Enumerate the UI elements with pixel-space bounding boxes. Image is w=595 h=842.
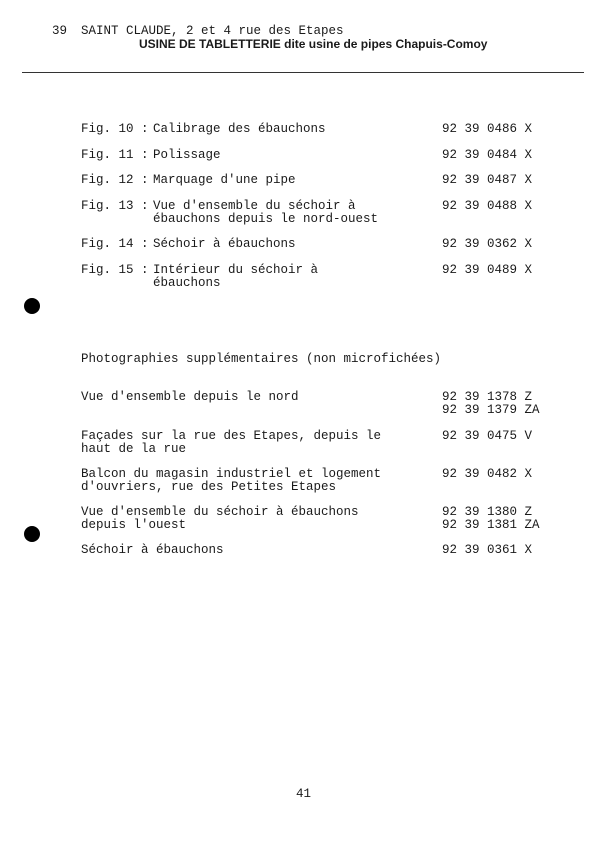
- figure-number: Fig. 14 :: [81, 237, 149, 251]
- header-title: USINE DE TABLETTERIE dite usine de pipes Chapuis-Comoy: [139, 37, 488, 51]
- photo-caption-continued: haut de la rue: [81, 442, 187, 456]
- figure-number: Fig. 15 :: [81, 263, 149, 277]
- photo-caption: Vue d'ensemble du séchoir à ébauchons: [81, 505, 359, 519]
- photo-reference: 92 39 0361 X: [442, 543, 533, 557]
- photo-reference: 92 39 0482 X: [442, 467, 533, 481]
- figure-reference: 92 39 0487 X: [442, 173, 533, 187]
- figure-caption: Séchoir à ébauchons: [153, 237, 296, 251]
- figure-caption: Polissage: [153, 148, 221, 162]
- figure-reference: 92 39 0489 X: [442, 263, 533, 277]
- photo-caption-continued: depuis l'ouest: [81, 518, 187, 532]
- figure-reference: 92 39 0484 X: [442, 148, 533, 162]
- figure-caption: Intérieur du séchoir à: [153, 263, 319, 277]
- photo-caption: Balcon du magasin industriel et logement: [81, 467, 382, 481]
- photo-caption: Façades sur la rue des Etapes, depuis le: [81, 429, 382, 443]
- figure-caption: Calibrage des ébauchons: [153, 122, 326, 136]
- figure-number: Fig. 12 :: [81, 173, 149, 187]
- photo-reference: 92 39 1380 Z: [442, 505, 533, 519]
- figure-reference: 92 39 0362 X: [442, 237, 533, 251]
- punch-hole-dot: [24, 526, 40, 542]
- figure-caption-continued: ébauchons: [153, 276, 221, 290]
- figure-caption: Marquage d'une pipe: [153, 173, 296, 187]
- photo-reference: 92 39 1379 ZA: [442, 403, 540, 417]
- supplementary-title: Photographies supplémentaires (non microfichées): [81, 352, 442, 366]
- figure-reference: 92 39 0488 X: [442, 199, 533, 213]
- photo-reference: 92 39 1378 Z: [442, 390, 533, 404]
- header-address: SAINT CLAUDE, 2 et 4 rue des Etapes: [81, 24, 344, 38]
- figure-number: Fig. 13 :: [81, 199, 149, 213]
- photo-caption: Vue d'ensemble depuis le nord: [81, 390, 299, 404]
- photo-reference: 92 39 0475 V: [442, 429, 533, 443]
- photo-reference: 92 39 1381 ZA: [442, 518, 540, 532]
- figure-number: Fig. 11 :: [81, 148, 149, 162]
- photo-caption: Séchoir à ébauchons: [81, 543, 224, 557]
- figure-reference: 92 39 0486 X: [442, 122, 533, 136]
- header-rule: [22, 72, 584, 73]
- header-number: 39: [52, 24, 68, 38]
- figure-number: Fig. 10 :: [81, 122, 149, 136]
- photo-caption-continued: d'ouvriers, rue des Petites Etapes: [81, 480, 337, 494]
- page-number: 41: [296, 787, 312, 801]
- figure-caption-continued: ébauchons depuis le nord-ouest: [153, 212, 379, 226]
- punch-hole-dot: [24, 298, 40, 314]
- figure-caption: Vue d'ensemble du séchoir à: [153, 199, 356, 213]
